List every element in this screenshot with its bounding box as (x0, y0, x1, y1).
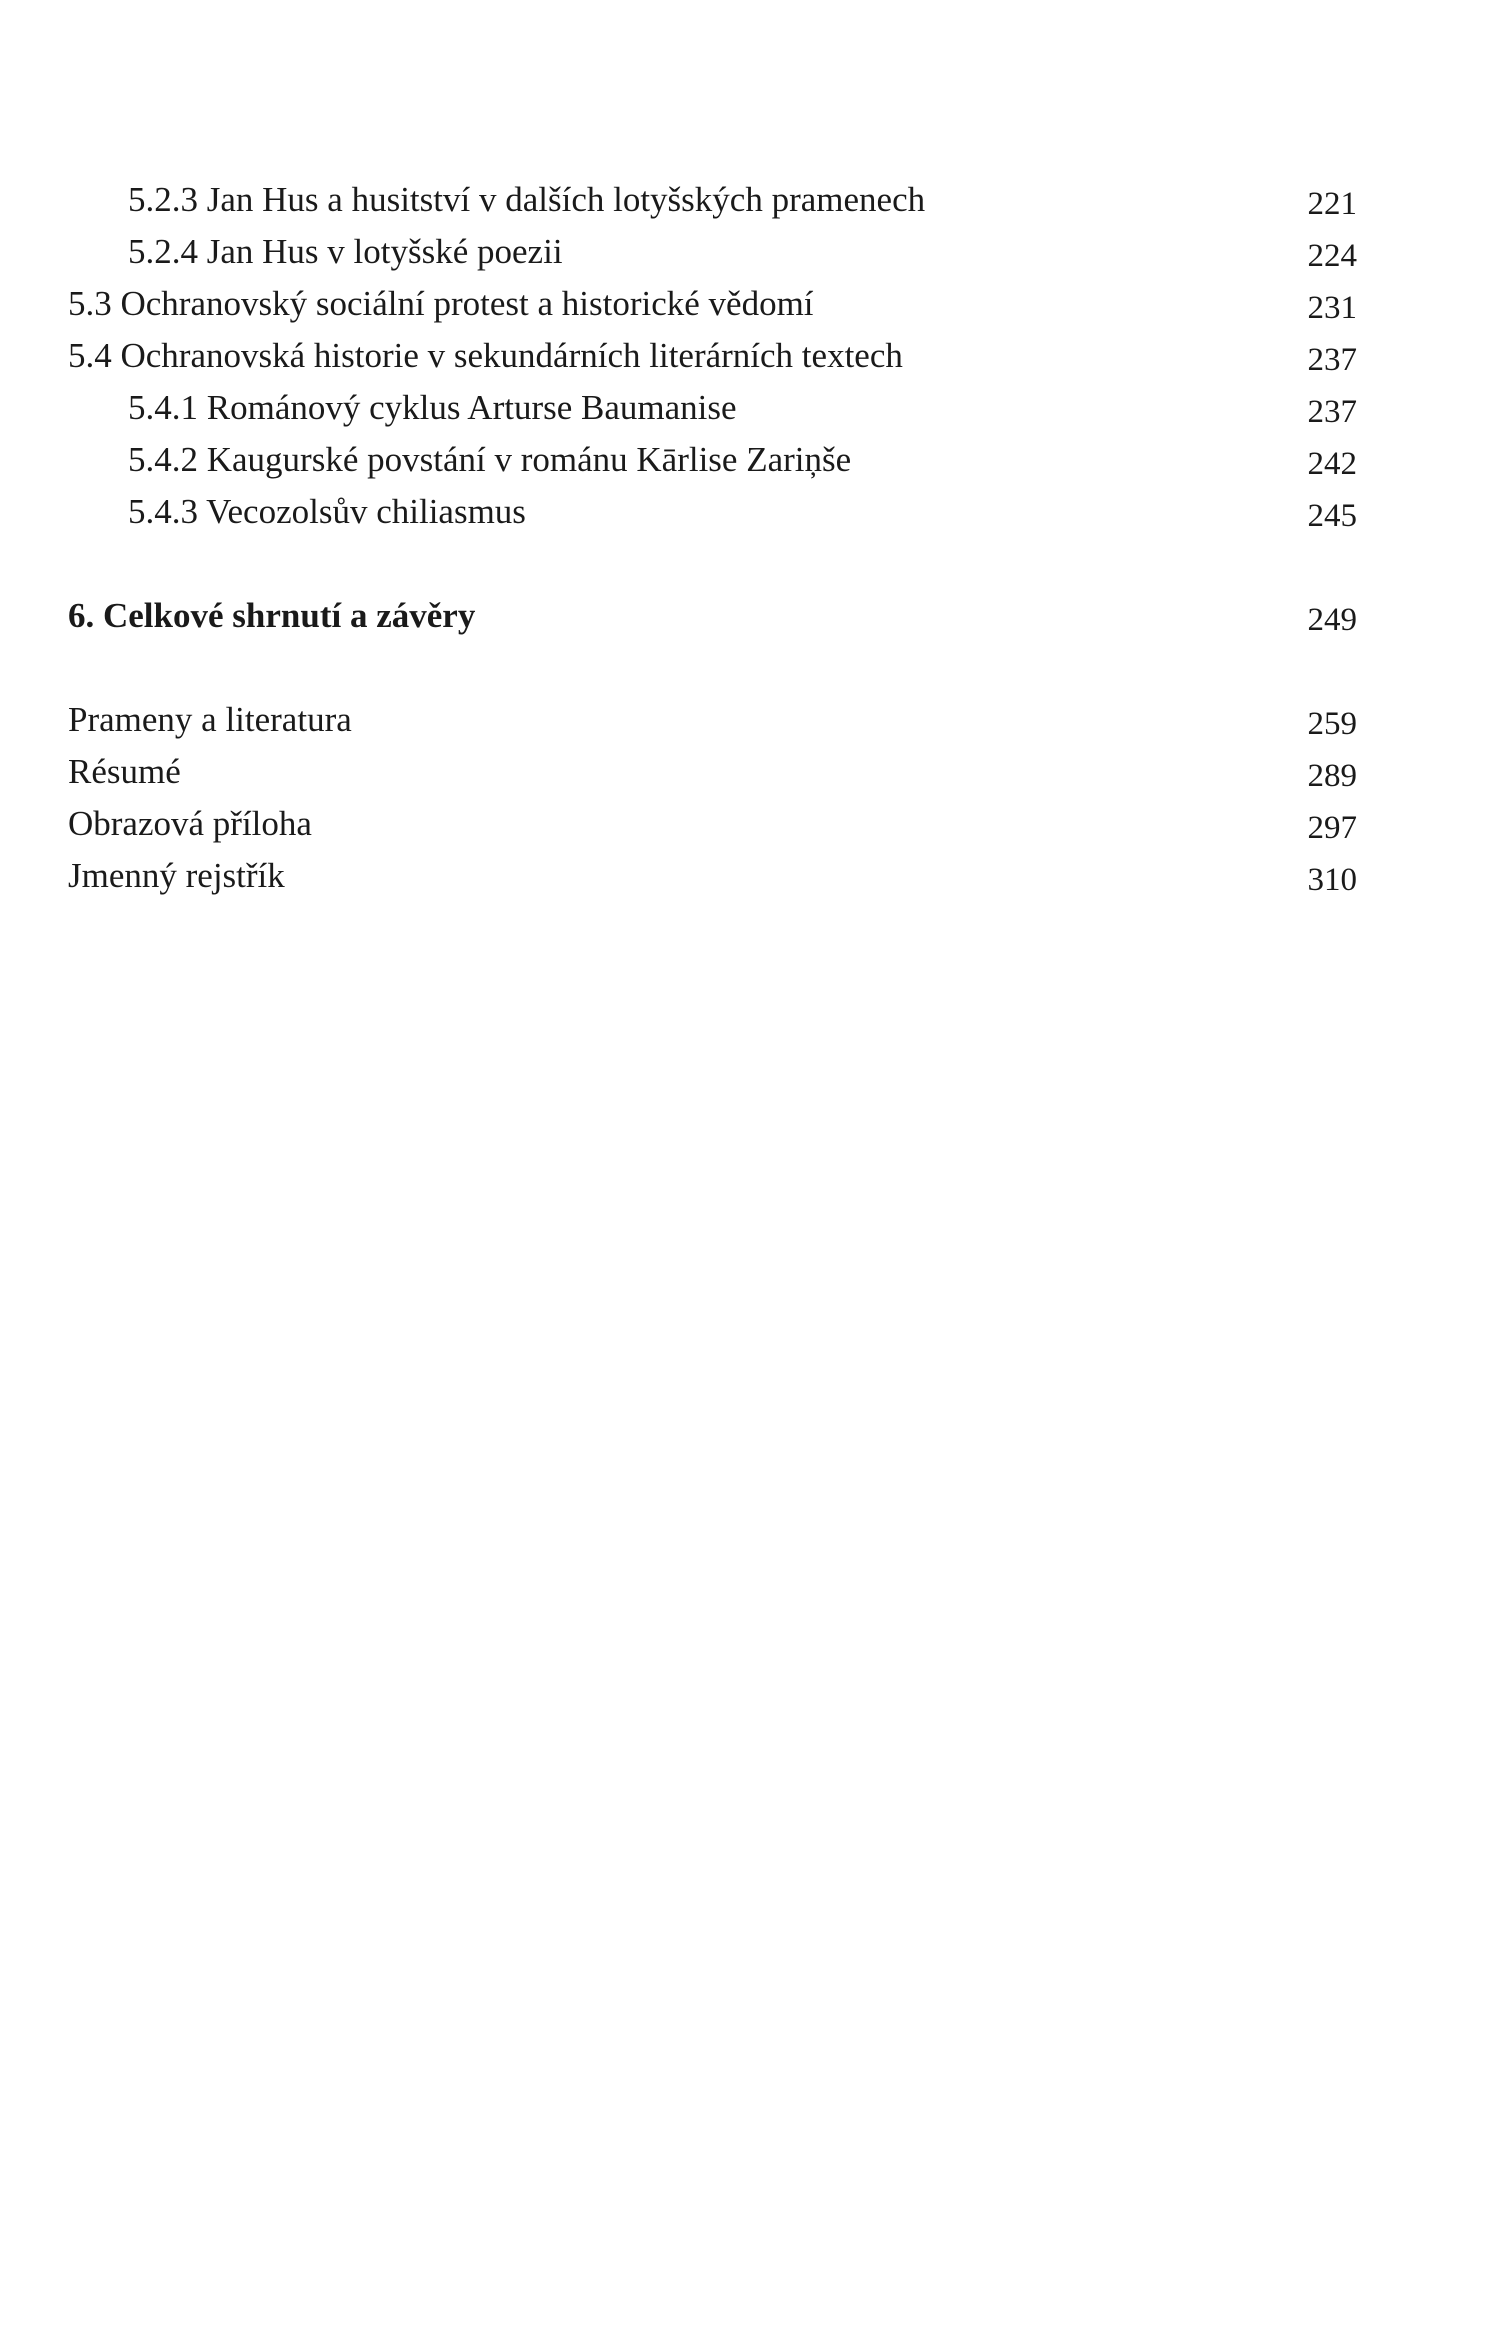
toc-entry-page-number: 242 (1307, 446, 1357, 482)
toc-entry-title: Jmenný rejstřík (68, 856, 285, 895)
toc-entry-page-number: 231 (1307, 290, 1357, 326)
toc-entry-page-number: 259 (1307, 706, 1357, 742)
toc-entry-5-2-3 (0, 178, 1505, 222)
toc-entry-title: 5.4 Ochranovská historie v sekundárních literárních textech (68, 336, 903, 375)
toc-entry-page-number: 221 (1307, 186, 1357, 222)
toc-entry-page-number: 297 (1307, 810, 1357, 846)
toc-entry-name-index (0, 854, 1505, 898)
toc-entry-title: Prameny a literatura (68, 700, 352, 739)
toc-entry-page-number: 245 (1307, 498, 1357, 534)
toc-entry-5-4-1 (0, 386, 1505, 430)
toc-entry-title: 5.4.2 Kaugurské povstání v románu Kārlise Zariņše (128, 440, 852, 479)
toc-entry-image-appendix (0, 802, 1505, 846)
toc-entry-resume (0, 750, 1505, 794)
toc-entry-page-number: 310 (1307, 862, 1357, 898)
toc-entry-title: 6. Celkové shrnutí a závěry (68, 596, 476, 635)
toc-entry-5-4 (0, 334, 1505, 378)
toc-entry-sources (0, 698, 1505, 742)
toc-entry-page-number: 224 (1307, 238, 1357, 274)
toc-entry-5-3 (0, 282, 1505, 326)
toc-entry-page-number: 237 (1307, 342, 1357, 378)
toc-entry-5-2-4 (0, 230, 1505, 274)
toc-entry-5-4-2 (0, 438, 1505, 482)
toc-entry-chapter-6 (0, 594, 1505, 638)
toc-entry-page-number: 249 (1307, 602, 1357, 638)
toc-entry-title: 5.2.3 Jan Hus a husitství v dalších lotyšských pramenech (128, 180, 926, 219)
toc-entry-title: 5.4.3 Vecozolsův chiliasmus (128, 492, 526, 531)
toc-entry-page-number: 289 (1307, 758, 1357, 794)
toc-entry-page-number: 237 (1307, 394, 1357, 430)
toc-entry-title: Obrazová příloha (68, 804, 312, 843)
toc-entry-5-4-3 (0, 490, 1505, 534)
toc-entry-title: 5.2.4 Jan Hus v lotyšské poezii (128, 232, 563, 271)
toc-entry-title: 5.4.1 Románový cyklus Arturse Baumanise (128, 388, 737, 427)
toc-entry-title: Résumé (68, 752, 181, 791)
toc-entry-title: 5.3 Ochranovský sociální protest a historické vědomí (68, 284, 814, 323)
